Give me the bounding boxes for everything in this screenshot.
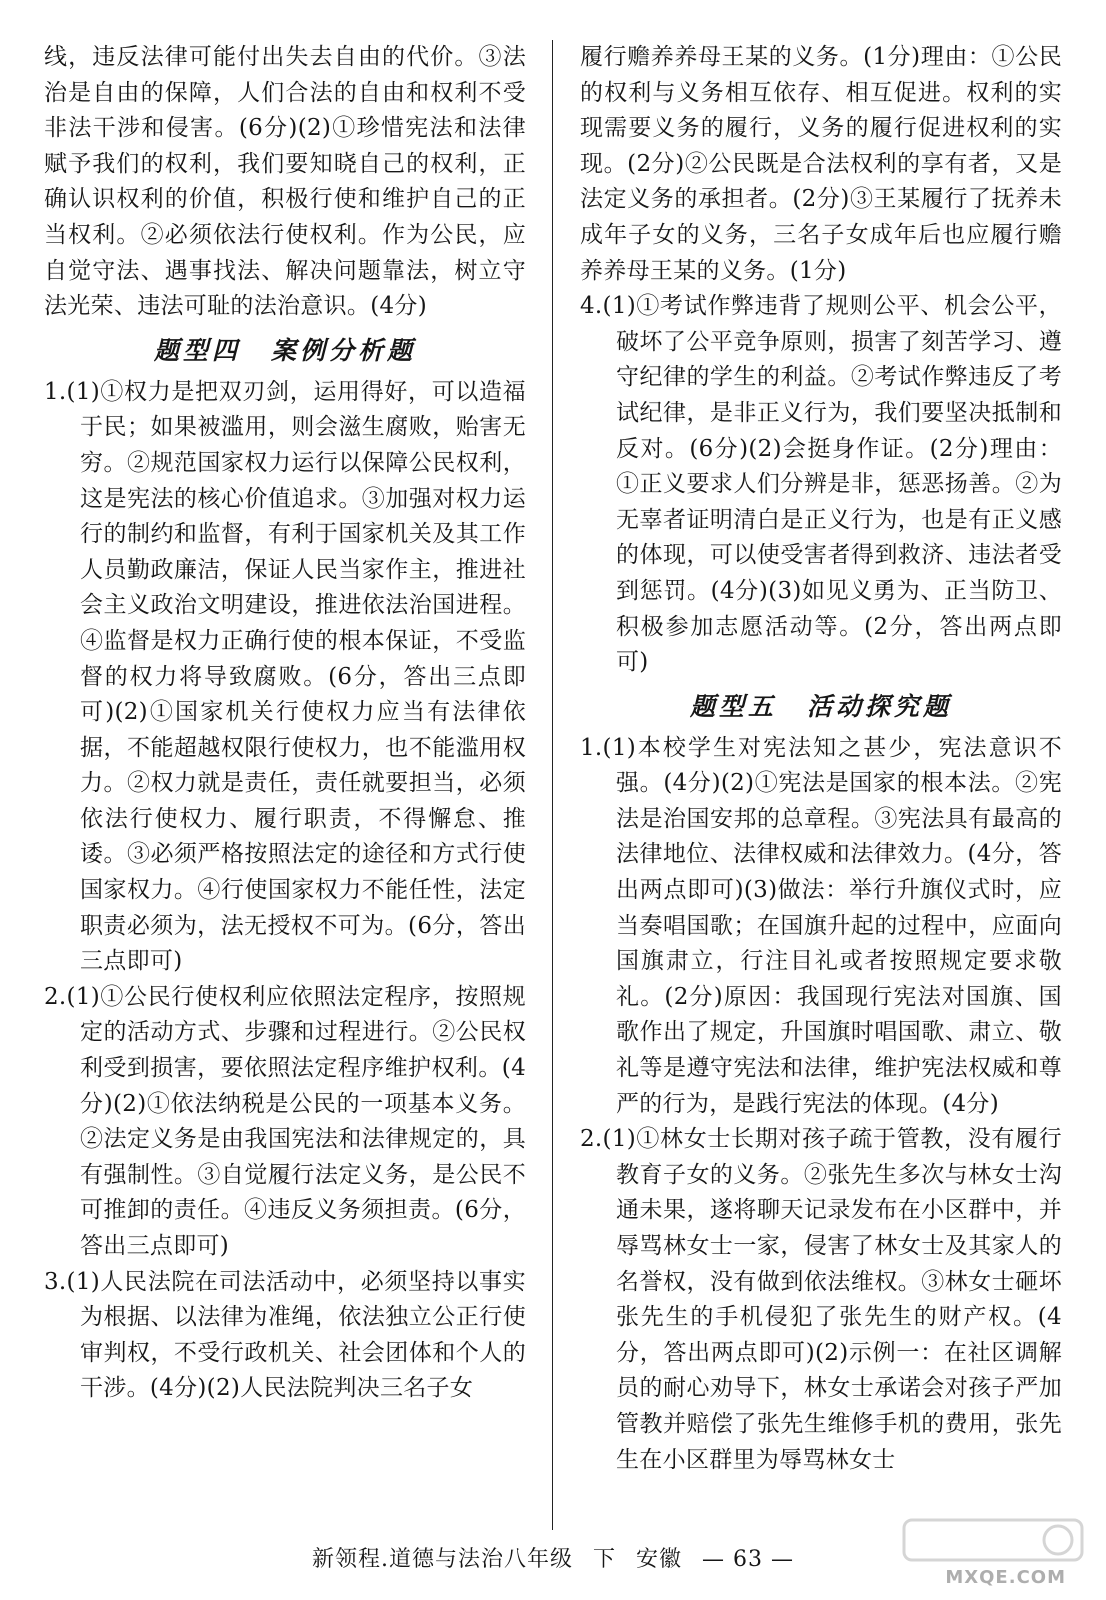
footer-region: 安徽 — [636, 1547, 683, 1572]
footer-page-number: — 63 — — [702, 1547, 794, 1572]
column-divider — [552, 40, 553, 1530]
section-heading-type-5-number: 题型五 — [689, 691, 777, 721]
right-paragraph-continued: 履行赡养养母王某的义务。(1分)理由：①公民的权利与义务相互依存、相互促进。权利的实现需要义务的履行，义务的履行促进权利的实现。(2分)②公民既是合法权利的享有者，又是法定义务的承担者。(2分)③王某履行了抚养未成年子女的义务，三名子女成年后也应履行赡养养母王某的义务。(1分) — [580, 44, 1062, 284]
right-column — [580, 40, 1062, 1478]
footer-volume: 下 — [592, 1547, 616, 1572]
answer-item-4-1: 1.(1)①权力是把双刃剑，运用得好，可以造福于民；如果被滥用，则会滋生腐败，贻害无穷。②规范国家权力运行以保障公民权利，这是宪法的核心价值追求。③加强对权力运行的制约和监督，有利于国家机关及其工作人员勤政廉洁，保证人民当家作主，推进社会主义政治文明建设，推进依法治国进程。④监督是权力正确行使的根本保证，不受监督的权力将导致腐败。(6分，答出三点即可)(2)①国家机关行使权力应当有法律依据，不能超越权限行使权力，也不能滥用权力。②权力就是责任，责任就要担当，必须依法行使权力、履行职责，不得懈怠、推诿。③必须严格按照法定的途径和方式行使国家权力。④行使国家权力不能任性，法定职责必须为，法无授权不可为。(6分，答出三点即可) — [44, 378, 526, 975]
watermark-text: MXQE.COM — [945, 1567, 1066, 1588]
answer-item-5-1: 1.(1)本校学生对宪法知之甚少，宪法意识不强。(4分)(2)①宪法是国家的根本法。②宪法是治国安邦的总章程。③宪法具有最高的法律地位、法律权威和法律效力。(4分，答出两点即可)(3)做法：举行升旗仪式时，应当奏唱国歌；在国旗升起的过程中，应面向国旗肃立，行注目礼或者按照规定要求敬礼。(2分)原因：我国现行宪法对国旗、国歌作出了规定，升国旗时唱国歌、肃立、敬礼等是遵守宪法和法律，维护宪法权威和尊严的行为，是践行宪法的体现。(4分) — [580, 734, 1062, 1117]
section-heading-type-4-number: 题型四 — [153, 335, 241, 365]
answer-item-4-3: 3.(1)人民法院在司法活动中，必须坚持以事实为根据、以法律为准绳，依法独立公正行使审判权，不受行政机关、社会团体和个人的干涉。(4分)(2)人民法院判决三名子女 — [44, 1268, 526, 1402]
footer-book-title: 新领程.道德与法治八年级 — [311, 1547, 573, 1572]
answer-item-4-4: 4.(1)①考试作弊违背了规则公平、机会公平，破坏了公平竞争原则，损害了刻苦学习、遵守纪律的学生的利益。②考试作弊违反了考试纪律，是非正义行为，我们要坚决抵制和反对。(6分)(2)会挺身作证。(2分)理由：①正义要求人们分辨是非，惩恶扬善。②为无辜者证明清白是正义行为，也是有正义感的体现，可以使受害者得到救济、违法者受到惩罚。(4分)(3)如见义勇为、正当防卫、积极参加志愿活动等。(2分，答出两点即可) — [580, 293, 1062, 676]
left-column — [44, 40, 526, 1407]
section-heading-type-5-title: 活动探究题 — [807, 691, 953, 721]
section-heading-type-5 — [580, 687, 1062, 727]
section-heading-type-4 — [44, 331, 526, 371]
answer-item-4-2: 2.(1)①公民行使权利应依照法定程序，按照规定的活动方式、步骤和过程进行。②公民权利受到损害，要依照法定程序维护权利。(4分)(2)①依法纳税是公民的一项基本义务。②法定义务是由我国宪法和法律规定的，具有强制性。③自觉履行法定义务，是公民不可推卸的责任。④违反义务须担责。(6分，答出三点即可) — [44, 983, 526, 1259]
answer-item-5-2: 2.(1)①林女士长期对孩子疏于管教，没有履行教育子女的义务。②张先生多次与林女士沟通未果，遂将聊天记录发布在小区群中，并辱骂林女士一家，侵害了林女士及其家人的名誉权，没有做到依法维权。③林女士砸坏张先生的手机侵犯了张先生的财产权。(4分，答出两点即可)(2)示例一：在社区调解员的耐心劝导下，林女士承诺会对孩子严加管教并赔偿了张先生维修手机的费用，张先生在小区群里为辱骂林女士 — [580, 1126, 1062, 1473]
section-heading-type-4-title: 案例分析题 — [271, 335, 417, 365]
left-paragraph-continued: 线，违反法律可能付出失去自由的代价。③法治是自由的保障，人们合法的自由和权利不受非法干涉和侵害。(6分)(2)①珍惜宪法和法律赋予我们的权利，我们要知晓自己的权利，正确认识权利的价值，积极行使和维护自己的正当权利。②必须依法行使权利。作为公民，应自觉守法、遇事找法、解决问题靠法，树立守法光荣、违法可耻的法治意识。(4分) — [44, 44, 526, 320]
